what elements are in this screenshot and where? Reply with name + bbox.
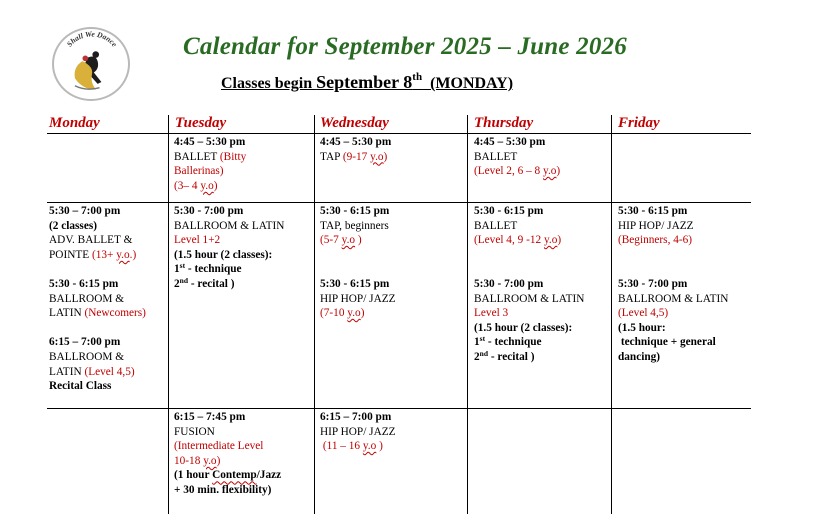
wednesday-row3-class: 6:15 – 7:00 pm HIP HOP/ JAZZ (11 – 16 y.o ) — [320, 411, 396, 453]
logo-text: Shall We Dance — [64, 29, 120, 49]
friday-row2-classes — [618, 204, 728, 365]
class-entry: 5:30 - 6:15 pm HIP HOP/ JAZZ (Beginners, 4-6) — [618, 205, 694, 247]
thursday-row2-classes — [474, 204, 584, 365]
monday-row2-classes — [49, 204, 146, 394]
tuesday-row2-class: 5:30 - 7:00 pm BALLROOM & LATIN Level 1+2 (1.5 hour (2 classes): 1st - technique 2nd - recital ) — [174, 205, 285, 290]
page-title: Calendar for September 2025 – June 2026 — [183, 33, 627, 60]
thursday-row1-class: 4:45 – 5:30 pm BALLET (Level 2, 6 – 8 y.o) — [474, 136, 561, 178]
day-header-tuesday: Tuesday — [175, 115, 227, 131]
wednesday-row2-classes — [320, 204, 396, 321]
wednesday-row1-class: 4:45 – 5:30 pm TAP (9-17 y.o) — [320, 136, 392, 163]
day-header-friday: Friday — [618, 115, 660, 131]
class-entry: 5:30 - 7:00 pm BALLROOM & LATIN (Level 4,5) (1.5 hour: technique + general dancing) — [618, 277, 729, 363]
day-header-monday: Monday — [49, 115, 100, 131]
tuesday-row3-class: 6:15 – 7:45 pm FUSION (Intermediate Level 10-18 y.o) (1 hour Contemp/Jazz + 30 min. flexibility) — [174, 411, 282, 496]
class-entry: 5:30 - 6:15 pm BALLET (Level 4, 9 -12 y.o) — [474, 205, 562, 247]
class-entry: 5:30 - 7:00 pm BALLROOM & LATIN Level 3 (1.5 hour (2 classes): 1st - technique 2nd - recital ) — [474, 277, 585, 363]
day-header-wednesday: Wednesday — [320, 115, 389, 131]
tuesday-row1-class: 4:45 – 5:30 pm BALLET (Bitty Ballerinas) (3– 4 y.o) — [174, 136, 247, 192]
dancing-couple-icon — [54, 29, 128, 99]
class-entry: 5:30 - 6:15 pm HIP HOP/ JAZZ (7-10 y.o) — [320, 277, 396, 320]
school-logo — [52, 27, 130, 101]
day-header-thursday: Thursday — [474, 115, 534, 131]
classes-begin-line: Classes begin September 8th (MONDAY) — [221, 71, 514, 92]
class-entry: 5:30 - 6:15 pm TAP, beginners (5-7 y.o ) — [320, 205, 390, 247]
class-entry: 5:30 - 6:15 pm BALLROOM & LATIN (Newcomers) — [49, 277, 146, 320]
svg-text:Shall We Dance — [65, 29, 120, 49]
class-entry: 5:30 – 7:00 pm (2 classes) ADV. BALLET & POINTE (13+ y.o.) — [49, 205, 137, 261]
class-entry: 6:15 – 7:00 pm BALLROOM & LATIN (Level 4,5) Recital Class — [49, 336, 135, 393]
